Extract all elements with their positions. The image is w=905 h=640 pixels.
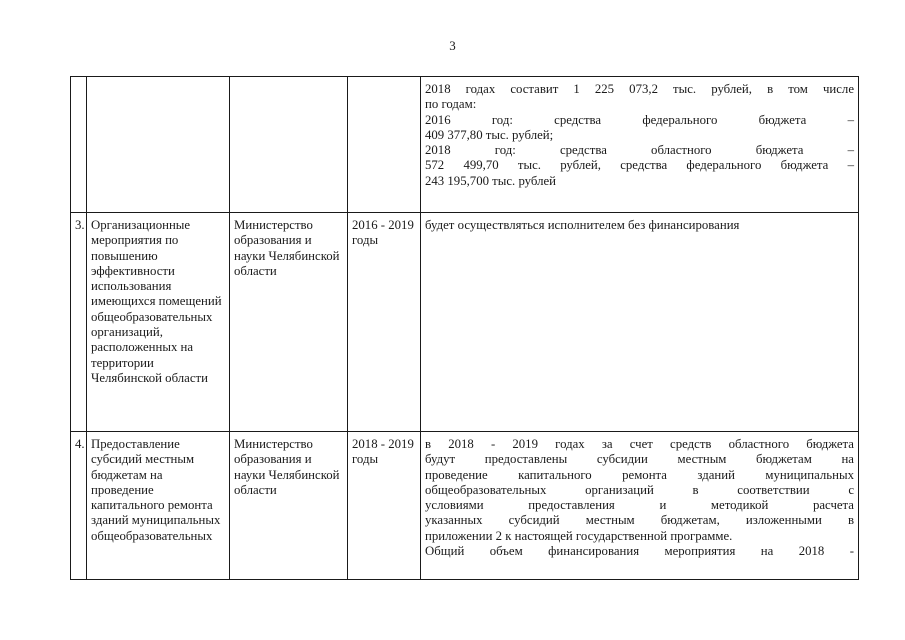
table-row — [71, 77, 859, 213]
executor-cell — [230, 77, 348, 213]
description-cell — [421, 432, 859, 580]
description-line: 409 377,80 тыс. рублей; — [425, 127, 554, 142]
page-number: 3 — [449, 38, 456, 53]
description-line: 572 499,70 тыс. рублей, средства федерального бюджета – — [425, 158, 854, 173]
activity-name-cell: Предоставление субсидий местным бюджетам на проведение капитального ремонта зданий муниципальных общеобразовательных — [87, 432, 230, 580]
description-line: 2018 годах составит 1 225 073,2 тыс. рублей, в том числе — [425, 82, 854, 96]
program-table — [70, 76, 859, 580]
table-row — [71, 432, 859, 580]
activity-name-cell: Организационные мероприятия по повышению эффективности использования имеющихся помещений общеобразовательных организаций, расположенных на территории Челябинской области — [87, 213, 230, 432]
description-line: Общий объем финансирования мероприятия на 2018 - — [425, 544, 854, 559]
years-cell — [348, 77, 421, 213]
description-line: приложении 2 к настоящей государственной программе. — [425, 528, 733, 543]
description-text: будет осуществляться исполнителем без финансирования — [425, 218, 740, 232]
row-number-cell: 4. — [71, 432, 87, 580]
description-line: 2016 год: средства федерального бюджета – — [425, 112, 854, 127]
years-cell: 2018 - 2019 годы — [348, 432, 421, 580]
description-line: по годам: — [425, 97, 477, 112]
row-number-cell — [71, 77, 87, 213]
description-line: проведение капитального ремонта зданий муниципальных — [425, 467, 854, 482]
description-line: условиями предоставления и методикой расчета — [425, 498, 854, 513]
row-number-cell: 3. — [71, 213, 87, 432]
description-cell — [421, 213, 859, 432]
description-line: будут предоставлены субсидии местным бюджетам на — [425, 452, 854, 467]
description-line: общеобразовательных организаций в соответствии с — [425, 482, 854, 497]
description-cell — [421, 77, 859, 213]
description-line: в 2018 - 2019 годах за счет средств областного бюджета — [425, 437, 854, 451]
description-line: 243 195,700 тыс. рублей — [425, 173, 557, 188]
executor-cell: Министерство образования и науки Челябинской области — [230, 432, 348, 580]
description-line: указанных субсидий местным бюджетам, изложенными в — [425, 513, 854, 528]
table-row — [71, 213, 859, 432]
activity-name-cell — [87, 77, 230, 213]
executor-cell: Министерство образования и науки Челябинской области — [230, 213, 348, 432]
years-cell: 2016 - 2019 годы — [348, 213, 421, 432]
description-line: 2018 год: средства областного бюджета – — [425, 143, 854, 158]
